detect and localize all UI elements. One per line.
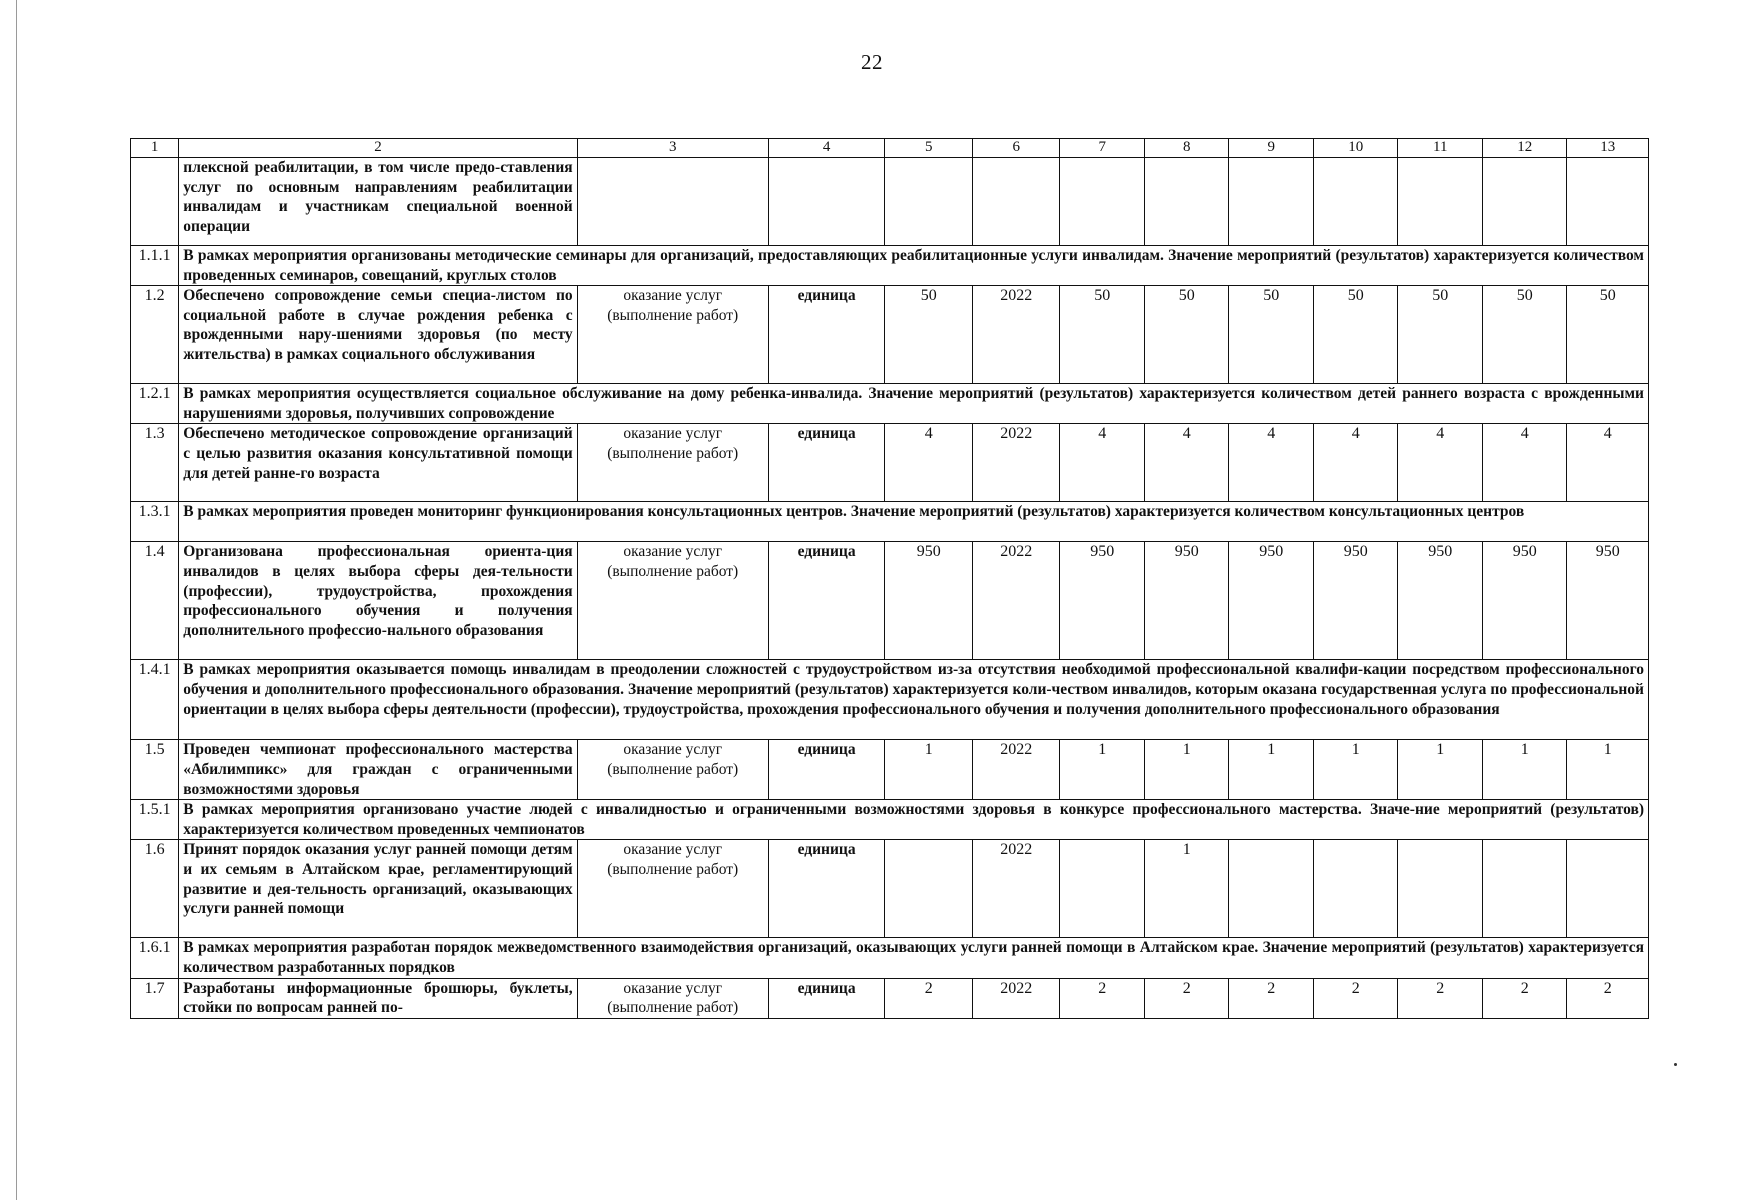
year-value: 2 [1060,978,1145,1018]
base-value [885,840,973,938]
measure-row [131,840,1649,938]
column-number: 8 [1144,139,1229,158]
result-description: В рамках мероприятия проведен мониторинг функционирования консультационных центров. Значение мероприятий (результатов) характеризуется количеством консультационных центров [179,502,1649,542]
year-value [1060,158,1145,246]
year-value: 50 [1567,286,1649,384]
scan-speck [1674,1063,1677,1066]
year-value [1313,158,1398,246]
description-row [131,938,1649,978]
year-value [1398,840,1483,938]
year-value: 2 [1567,978,1649,1018]
description-row [131,502,1649,542]
measure-row [131,740,1649,800]
column-number: 10 [1313,139,1398,158]
base-year: 2022 [972,286,1060,384]
unit-of-measure: единица [768,424,885,502]
year-value: 950 [1313,542,1398,660]
year-value: 1 [1482,740,1567,800]
measure-row [131,286,1649,384]
year-value: 50 [1144,286,1229,384]
measures-table [130,138,1649,1019]
year-value: 950 [1567,542,1649,660]
result-description: В рамках мероприятия разработан порядок межведомственного взаимодействия организаций, оказывающих услуги ранней помощи в Алтайском крае. Значение мероприятий (результатов) характеризуется количеством разработанных порядков [179,938,1649,978]
measure-type [577,158,768,246]
year-value: 950 [1060,542,1145,660]
year-value: 50 [1229,286,1314,384]
unit-of-measure: единица [768,978,885,1018]
row-number: 1.3 [131,424,179,502]
measure-name: Принят порядок оказания услуг ранней помощи детям и их семьям в Алтайском крае, регламентирующий развитие и дея-тельность организаций, оказывающих услуги ранней помощи [179,840,577,938]
year-value [1229,840,1314,938]
year-value [1313,840,1398,938]
base-value: 1 [885,740,973,800]
base-value: 50 [885,286,973,384]
result-description: В рамках мероприятия осуществляется социальное обслуживание на дому ребенка-инвалида. Значение мероприятий (результатов) характеризуется количеством детей раннего возраста с врожденными нарушениями здоровья, получивших сопровождение [179,384,1649,424]
row-number: 1.5.1 [131,800,179,840]
year-value: 4 [1482,424,1567,502]
description-row [131,660,1649,740]
year-value: 950 [1482,542,1567,660]
measure-type: оказание услуг (выполнение работ) [577,424,768,502]
column-number-row [131,139,1649,158]
measure-name: Разработаны информационные брошюры, буклеты, стойки по вопросам ранней по- [179,978,577,1018]
base-value: 4 [885,424,973,502]
year-value [1144,158,1229,246]
measure-type: оказание услуг (выполнение работ) [577,286,768,384]
page-number: 22 [861,50,883,74]
year-value [1482,840,1567,938]
unit-of-measure: единица [768,840,885,938]
measure-row [131,978,1649,1018]
row-number [131,158,179,246]
column-number: 9 [1229,139,1314,158]
year-value [1482,158,1567,246]
year-value: 1 [1398,740,1483,800]
year-value: 4 [1567,424,1649,502]
base-year: 2022 [972,978,1060,1018]
year-value [1567,158,1649,246]
base-year: 2022 [972,542,1060,660]
measure-row [131,158,1649,246]
row-number: 1.5 [131,740,179,800]
measure-name: Организована профессиональная ориента-ция инвалидов в целях выбора сферы дея-тельности (профессии), трудоустройства, прохождения профессионального обучения и получения дополнительного профессио-нального образования [179,542,577,660]
year-value: 50 [1398,286,1483,384]
row-number: 1.4.1 [131,660,179,740]
year-value: 1 [1229,740,1314,800]
result-description: В рамках мероприятия организованы методические семинары для организаций, предоставляющих реабилитационные услуги инвалидам. Значение мероприятий (результатов) характеризуется количеством проведенных семинаров, совещаний, круглых столов [179,246,1649,286]
year-value: 4 [1313,424,1398,502]
year-value: 950 [1229,542,1314,660]
description-row [131,384,1649,424]
year-value: 4 [1229,424,1314,502]
measure-name: Обеспечено методическое сопровождение организаций с целью развития оказания консультативной помощи для детей ранне-го возраста [179,424,577,502]
year-value: 950 [1144,542,1229,660]
description-row [131,246,1649,286]
result-description: В рамках мероприятия организовано участие людей с инвалидностью и ограниченными возможностями здоровья в конкурсе профессионального мастерства. Значе-ние мероприятий (результатов) характеризуется количеством проведенных чемпионатов [179,800,1649,840]
year-value: 2 [1144,978,1229,1018]
column-number: 5 [885,139,973,158]
column-number: 4 [768,139,885,158]
year-value: 1 [1567,740,1649,800]
row-number: 1.3.1 [131,502,179,542]
unit-of-measure [768,158,885,246]
year-value: 4 [1060,424,1145,502]
column-number: 2 [179,139,577,158]
measure-name: Обеспечено сопровождение семьи специа-листом по социальной работе в случае рождения ребенка с врожденными нару-шениями здоровья (по месту жительства) в рамках социального обслуживания [179,286,577,384]
base-value: 2 [885,978,973,1018]
year-value: 50 [1482,286,1567,384]
base-value [885,158,973,246]
column-number: 3 [577,139,768,158]
year-value [1398,158,1483,246]
year-value: 4 [1144,424,1229,502]
column-number: 6 [972,139,1060,158]
base-value: 950 [885,542,973,660]
year-value: 4 [1398,424,1483,502]
unit-of-measure: единица [768,740,885,800]
measure-row [131,542,1649,660]
year-value [1060,840,1145,938]
year-value [1229,158,1314,246]
result-description: В рамках мероприятия оказывается помощь инвалидам в преодолении сложностей с трудоустройством из-за отсутствия необходимой профессиональной квалифи-кации посредством профессионального обучения и дополнительного профессионального образования. Значение мероприятий (результатов) характеризуется коли-чеством инвалидов, которым оказана государственная услуга по профессиональной ориентации в целях выбора сферы деятельности (профессии), трудоустройства, прохождения профессионального обучения и получения дополнительного профессионального образования [179,660,1649,740]
measure-name: плексной реабилитации, в том числе предо-ставления услуг по основным направлениям реабилитации инвалидам и участникам специальной военной операции [179,158,577,246]
row-number: 1.1.1 [131,246,179,286]
measure-type: оказание услуг (выполнение работ) [577,740,768,800]
year-value: 1 [1144,740,1229,800]
year-value: 1 [1060,740,1145,800]
year-value: 950 [1398,542,1483,660]
row-number: 1.7 [131,978,179,1018]
description-row [131,800,1649,840]
measure-type: оказание услуг (выполнение работ) [577,978,768,1018]
row-number: 1.2.1 [131,384,179,424]
unit-of-measure: единица [768,286,885,384]
column-number: 11 [1398,139,1483,158]
row-number: 1.6 [131,840,179,938]
measure-type: оказание услуг (выполнение работ) [577,840,768,938]
year-value: 2 [1229,978,1314,1018]
year-value: 50 [1060,286,1145,384]
measure-name: Проведен чемпионат профессионального мастерства «Абилимпикс» для граждан с ограниченными возможностями здоровья [179,740,577,800]
row-number: 1.4 [131,542,179,660]
year-value: 2 [1313,978,1398,1018]
column-number: 13 [1567,139,1649,158]
measure-row [131,424,1649,502]
column-number: 1 [131,139,179,158]
column-number: 12 [1482,139,1567,158]
measure-type: оказание услуг (выполнение работ) [577,542,768,660]
row-number: 1.2 [131,286,179,384]
year-value: 1 [1144,840,1229,938]
base-year: 2022 [972,840,1060,938]
unit-of-measure: единица [768,542,885,660]
column-number: 7 [1060,139,1145,158]
base-year [972,158,1060,246]
year-value: 50 [1313,286,1398,384]
base-year: 2022 [972,424,1060,502]
row-number: 1.6.1 [131,938,179,978]
year-value [1567,840,1649,938]
page-binding-line [16,0,17,1200]
year-value: 2 [1398,978,1483,1018]
year-value: 1 [1313,740,1398,800]
year-value: 2 [1482,978,1567,1018]
base-year: 2022 [972,740,1060,800]
